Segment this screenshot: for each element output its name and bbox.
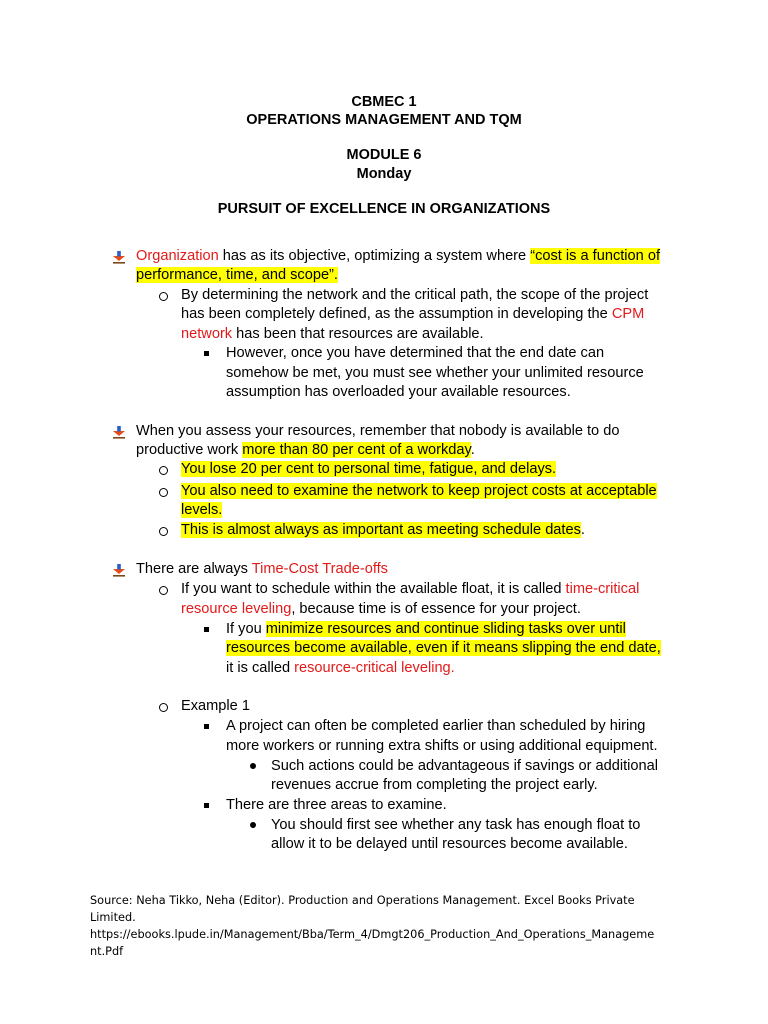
time-critical-line-2: resource leveling, because time is of essence for your project. (181, 601, 581, 617)
example-point-1-line-1: A project can often be completed earlier than scheduled by hiring (226, 718, 646, 734)
float-line-1: You should first see whether any task has enough float to (271, 817, 641, 833)
module-number: MODULE 6 (346, 147, 422, 163)
circle-bullet-icon (159, 703, 168, 712)
module-day: Monday (356, 166, 412, 182)
square-bullet-icon (204, 724, 209, 729)
time-critical-line-1: If you want to schedule within the available float, it is called time-critical (181, 581, 640, 597)
advantageous-line-1: Such actions could be advantageous if savings or additional (271, 758, 658, 774)
network-costs-line-1: You also need to examine the network to keep project costs at acceptable (181, 483, 657, 499)
arrow-bullet-icon (112, 563, 126, 577)
circle-bullet-icon (159, 586, 168, 595)
example-point-2-line: There are three areas to examine. (226, 797, 447, 813)
example-point-1-line-2: more workers or running extra shifts or using additional equipment. (226, 738, 658, 754)
bullet-organization-line-1: Organization has as its objective, optimizing a system where “cost is a function of (136, 248, 661, 264)
square-bullet-icon (204, 803, 209, 808)
bullet-tradeoffs-line: There are always Time-Cost Trade-offs (136, 561, 388, 577)
source-citation-line-1: Source: Neha Tikko, Neha (Editor). Production and Operations Management. Excel Books Private (90, 894, 635, 907)
critical-path-line-1: By determining the network and the critical path, the scope of the project (181, 287, 649, 303)
circle-bullet-icon (159, 466, 168, 475)
end-date-line-2: somehow be met, you must see whether your unlimited resource (226, 365, 644, 381)
critical-path-line-3: network has been that resources are available. (181, 326, 484, 342)
square-bullet-icon (204, 627, 209, 632)
end-date-line-3: assumption has overloaded your available resources. (226, 384, 571, 400)
square-bullet-icon (204, 351, 209, 356)
bullet-organization-line-2: performance, time, and scope”. (136, 267, 338, 283)
course-title: OPERATIONS MANAGEMENT AND TQM (246, 112, 522, 128)
course-code: CBMEC 1 (351, 94, 417, 110)
dot-bullet-icon (250, 763, 256, 769)
critical-path-line-2: has been completely defined, as the assumption in developing the CPM (181, 306, 645, 322)
module-topic: PURSUIT OF EXCELLENCE IN ORGANIZATIONS (217, 201, 551, 217)
arrow-bullet-icon (112, 250, 126, 264)
source-url-line-1: https://ebooks.lpude.in/Management/Bba/Term_4/Dmgt206_Production_And_Operations_Manageme (90, 928, 655, 941)
source-citation-line-2: Limited. (90, 911, 136, 924)
float-line-2: allow it to be delayed until resources become available. (271, 836, 628, 852)
circle-bullet-icon (159, 527, 168, 536)
resource-critical-line-1: If you minimize resources and continue sliding tasks over until (226, 621, 626, 637)
example-heading: Example 1 (181, 698, 250, 714)
lose-20-line: You lose 20 per cent to personal time, fatigue, and delays. (181, 461, 557, 477)
network-costs-line-2: levels. (181, 502, 223, 518)
end-date-line-1: However, once you have determined that the end date can (226, 345, 605, 361)
schedule-dates-line: This is almost always as important as meeting schedule dates. (181, 522, 585, 538)
resource-critical-line-2: resources become available, even if it means slipping the end date, (226, 640, 661, 656)
dot-bullet-icon (250, 822, 256, 828)
advantageous-line-2: revenues accrue from completing the project early. (271, 777, 598, 793)
source-url-line-2: nt.Pdf (90, 945, 124, 958)
bullet-resources-line-2: productive work more than 80 per cent of a workday. (136, 442, 475, 458)
resource-critical-line-3: it is called resource-critical leveling. (226, 660, 455, 676)
circle-bullet-icon (159, 292, 168, 301)
circle-bullet-icon (159, 488, 168, 497)
bullet-resources-line-1: When you assess your resources, remember that nobody is available to do (136, 423, 620, 439)
arrow-bullet-icon (112, 425, 126, 439)
